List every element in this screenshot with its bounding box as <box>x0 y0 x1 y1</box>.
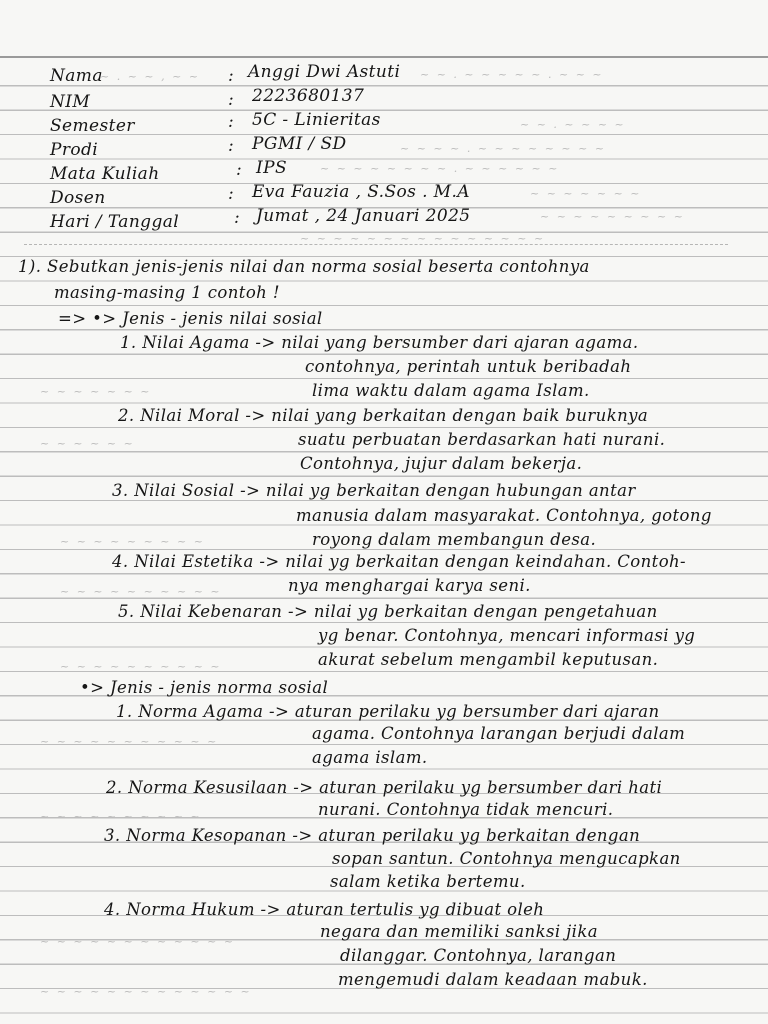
bleed-through-mark: ~ ~ ~ ~ ~ ~ ~ ~ ~ ~ <box>40 810 202 823</box>
top-margin-line <box>0 56 768 58</box>
list-item-continuation: manusia dalam masyarakat. Contohnya, gotong <box>296 506 712 525</box>
list-item: 5. Nilai Kebenaran -> nilai yg berkaitan dengan pengetahuan <box>118 602 658 621</box>
list-item: 2. Norma Kesusilaan -> aturan perilaku yg bersumber dari hati <box>106 778 663 797</box>
list-item-continuation: agama islam. <box>312 748 428 767</box>
header-separator: : <box>228 136 235 156</box>
bleed-through-mark: ~ ~ ~ ~ ~ ~ ~ ~ ~ ~ ~ ~ ~ ~ ~ <box>300 232 546 245</box>
list-item-continuation: akurat sebelum mengambil keputusan. <box>318 650 659 669</box>
list-item-continuation: nya menghargai karya seni. <box>288 576 531 595</box>
list-item-continuation: negara dan memiliki sanksi jika <box>320 922 598 941</box>
bleed-through-mark: ~ ~ ~ ~ ~ ~ ~ ~ ~ ~ ~ ~ <box>40 935 236 948</box>
bleed-through-mark: ~ ~ ~ ~ ~ ~ ~ ~ . ~ ~ ~ ~ ~ ~ <box>320 162 560 175</box>
bleed-through-mark: ~ ~ ~ ~ ~ ~ ~ ~ ~ ~ ~ <box>40 735 219 748</box>
list-item-continuation: suatu perbuatan berdasarkan hati nurani. <box>298 430 666 449</box>
list-item-continuation: royong dalam membangun desa. <box>312 530 597 549</box>
header-value-hari-tanggal: Jumat , 24 Januari 2025 <box>256 206 471 226</box>
list-item-continuation: yg benar. Contohnya, mencari informasi yg <box>318 626 696 645</box>
list-item-continuation: nurani. Contohnya tidak mencuri. <box>318 800 614 819</box>
header-label-semester: Semester <box>50 116 135 136</box>
list-item-continuation: salam ketika bertemu. <box>330 872 526 891</box>
section-heading-nilai: => •> Jenis - jenis nilai sosial <box>58 309 323 328</box>
bleed-through-mark: ~ ~ ~ ~ ~ ~ ~ ~ ~ <box>60 535 205 548</box>
header-label-dosen: Dosen <box>50 188 106 208</box>
list-item: 1. Nilai Agama -> nilai yang bersumber dari ajaran agama. <box>120 333 639 352</box>
header-value-nama: Anggi Dwi Astuti <box>248 62 401 82</box>
header-label-nama: Nama <box>50 66 103 86</box>
header-value-semester: 5C - Linieritas <box>252 110 381 130</box>
header-separator: : <box>228 184 235 204</box>
question-line: 1). Sebutkan jenis-jenis nilai dan norma sosial beserta contohnya <box>18 257 590 276</box>
header-label-nim: NIM <box>50 92 91 112</box>
header-separator: : <box>228 112 235 132</box>
bleed-through-mark: ~ ~ ~ ~ ~ ~ ~ ~ ~ ~ <box>60 585 222 598</box>
list-item: 3. Norma Kesopanan -> aturan perilaku yg berkaitan dengan <box>104 826 641 845</box>
header-label-prodi: Prodi <box>50 140 99 160</box>
list-item-continuation: contohnya, perintah untuk beribadah <box>305 357 632 376</box>
bleed-through-mark: ~ ~ ~ ~ ~ ~ ~ ~ ~ ~ <box>60 660 222 673</box>
header-value-dosen: Eva Fauzia , S.Sos . M.A <box>252 182 470 202</box>
list-item: 1. Norma Agama -> aturan perilaku yg bersumber dari ajaran <box>116 702 660 721</box>
bleed-through-mark: ~ ~ ~ ~ ~ ~ ~ <box>530 187 642 200</box>
section-heading-norma: •> Jenis - jenis norma sosial <box>80 678 329 697</box>
header-label-hari-tanggal: Hari / Tanggal <box>50 212 180 232</box>
header-value-prodi: PGMI / SD <box>252 134 347 154</box>
header-separator: : <box>228 90 235 110</box>
bleed-through-mark: ~ ~ ~ ~ ~ ~ <box>40 437 135 450</box>
list-item: 4. Nilai Estetika -> nilai yg berkaitan dengan keindahan. Contoh- <box>112 552 687 571</box>
list-item: 3. Nilai Sosial -> nilai yg berkaitan dengan hubungan antar <box>112 481 636 500</box>
header-separator: : <box>234 208 241 228</box>
header-value-nim: 2223680137 <box>252 86 365 106</box>
list-item-continuation: lima waktu dalam agama Islam. <box>312 381 590 400</box>
header-value-mata-kuliah: IPS <box>256 158 287 178</box>
bleed-through-mark: ~ ~ ~ ~ ~ ~ ~ <box>40 385 152 398</box>
bleed-through-mark: ~ ~ ~ ~ ~ ~ ~ ~ ~ <box>540 210 685 223</box>
list-item: 4. Norma Hukum -> aturan tertulis yg dibuat oleh <box>104 900 545 919</box>
bleed-through-mark: ~ ~ . ~ ~ ~ ~ <box>520 118 626 131</box>
bleed-through-mark: ~ ~ ~ ~ . ~ ~ ~ ~ ~ ~ ~ ~ <box>400 142 607 155</box>
bleed-through-mark: ~ ~ ~ ~ ~ ~ ~ ~ ~ ~ ~ ~ ~ <box>40 985 252 998</box>
list-item-continuation: dilanggar. Contohnya, larangan <box>340 946 617 965</box>
header-separator: : <box>236 160 243 180</box>
header-divider <box>24 244 728 245</box>
bleed-through-mark: ~ . ~ ~ , ~ ~ <box>100 70 201 83</box>
header-separator: : <box>228 66 235 86</box>
list-item-continuation: mengemudi dalam keadaan mabuk. <box>338 970 648 989</box>
list-item: 2. Nilai Moral -> nilai yang berkaitan dengan baik buruknya <box>118 406 649 425</box>
list-item-continuation: Contohnya, jujur dalam bekerja. <box>300 454 583 473</box>
list-item-continuation: agama. Contohnya larangan berjudi dalam <box>312 724 686 743</box>
list-item-continuation: sopan santun. Contohnya mengucapkan <box>332 849 681 868</box>
header-label-mata-kuliah: Mata Kuliah <box>50 164 160 184</box>
question-line: masing-masing 1 contoh ! <box>54 283 280 302</box>
bleed-through-mark: ~ ~ . ~ ~ ~ ~ ~ . ~ ~ ~ <box>420 68 604 81</box>
